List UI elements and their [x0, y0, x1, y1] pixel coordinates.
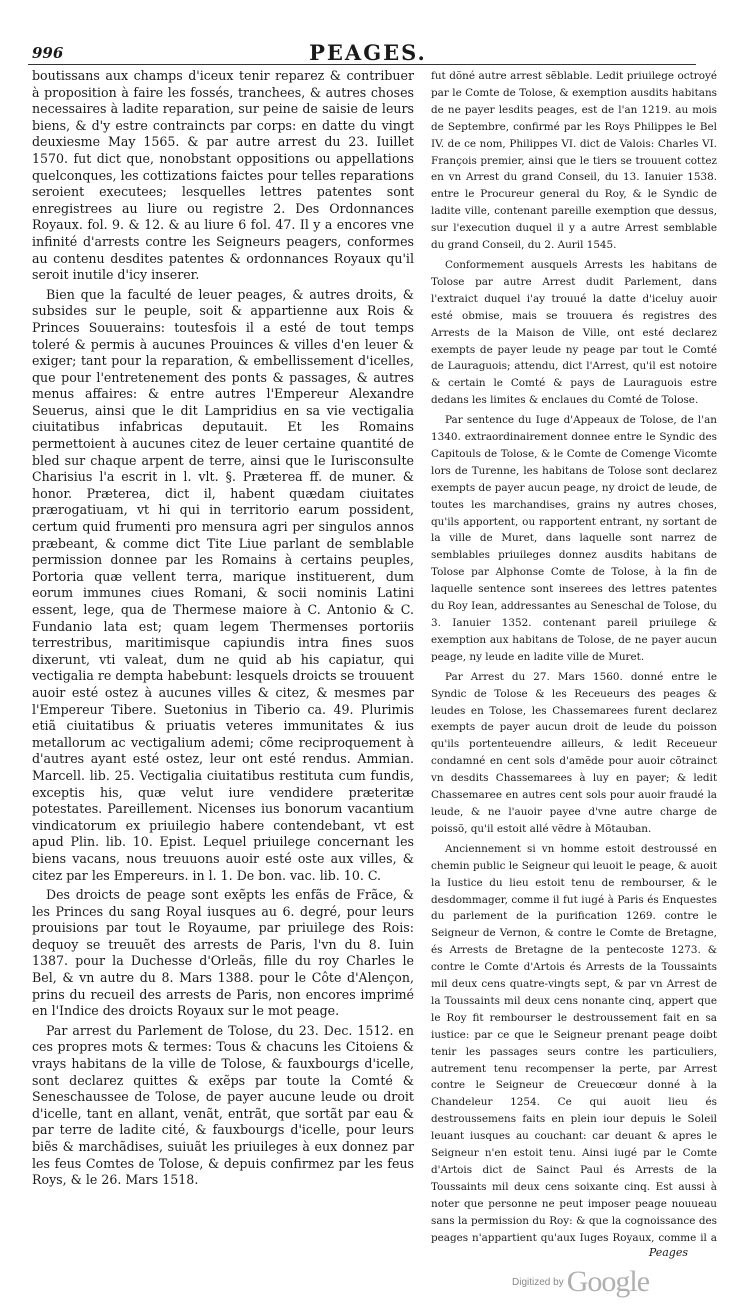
digitized-by-google-watermark [512, 1258, 649, 1306]
paragraph: Par sentence du Iuge d'Appeaux de Tolose, de l'an 1340. extraordinairement donnee entre le Syndic des Capitouls de Tolose, & le Comte de Comenge Vicomte lors de Turenne, les habitans de Tolose sont declarez exempts de payer aucun peage, ny droict de leude, de toutes les marchandises, grains ny autres choses, qu'ils apportent, ou rapportent entrant, ny sortant de la ville de Muret, dans laquelle sont narrez de semblables priuileges donnez ausdits habitans de Tolose par Alphonse Comte de Tolose, à la fin de laquelle sentence sont inserees des lettres patentes du Roy Iean, addressantes au Seneschal de Tolose, du 3. Ianuier 1352. contenant pareil priuilege & exemption aux habitans de Tolose, de ne payer aucun peage, ny leude en ladite ville de Muret. [431, 414, 717, 663]
watermark-prefix: Digitized by [512, 1276, 564, 1288]
google-logo: Google [566, 1265, 650, 1298]
paragraph: boutissans aux champs d'iceux tenir reparez & contribuer à proposition à faire les fossés, tranchees, & autres choses necessaires à ladite reparation, sur peine de saisie de leurs biens, & d'y estre contraincts par corps: en datte du vingt deuxiesme May 1565. & par autre arrest du 23. Iuillet 1570. fut dict que, nonobstant oppositions ou appellations quelconques, les cottizations faictes pour telles reparations seroient executees; lesquelles lettres patentes sont enregistrees au liure ou registre 2. Des Ordonnances Royaux. fol. 9. & 12. & au liure 6 fol. 47. Il y a encores vne infinité d'arrests contre les Seigneurs peagers, conformes au contenu desdites patentes & ordonnances Royaux qu'il seroit inutile d'icy inserer. [32, 68, 414, 283]
paragraph: Par Arrest du 27. Mars 1560. donné entre le Syndic de Tolose & les Receueurs des peages & leudes en Tolose, les Chassemarees furent declarez exempts de payer aucun droit de leude du poisson qu'ils portenteuendre ailleurs, & ledit Receueur condamné en cent sols d'amẽde pour auoir cõtrainct vn desdits Chassemarees à luy en payer; & ledit Chassemaree en autres cent sols pour auoir fraudé la leude, & ne l'auoir payee d'vne autre charge de poissõ, qu'il estoit allé vẽdre à Mõtauban. [431, 670, 717, 835]
catchword: Peages [648, 1246, 688, 1259]
header-rule [28, 64, 696, 65]
paragraph: Conformement ausquels Arrests les habitans de Tolose par autre Arrest dudit Parlement, dans l'extraict duquel i'ay trouué la datte d'iceluy auoir esté obmise, mais se trouuera és registres des Arrests de la Maison de Ville, ont esté declarez exempts de payer leude ny peage par tout le Comté de Lauraguois; attendu, dict l'Arrest, qu'il est notoire & certain le Comté & pays de Lauraguois estre dedans les limites & enclaues du Comté de Tolose. [431, 258, 717, 407]
paragraph: Par arrest du Parlement de Tolose, du 23. Dec. 1512. en ces propres mots & termes: Tous & chacuns les Citoiens & vrays habitans de la ville de Tolose, & fauxbourgs d'icelle, sont declarez quittes & exẽps par toute la Comté & Seneschaussee de Tolose, de payer aucune leude ou droit d'icelle, tant en allant, venãt, entrãt, que sortãt par eau & par terre de ladite cité, & fauxbourgs d'icelle, pour leurs biẽs & marchãdises, suiuãt les priuileges à eux donnez par les feus Comtes de Tolose, & depuis confirmez par les feus Roys, & le 26. Mars 1518. [32, 1022, 414, 1188]
paragraph: Des droicts de peage sont exẽpts les enfãs de Frãce, & les Princes du sang Royal iusques au 6. degré, pour leurs prouisions par tout le Royaume, par priuilege des Rois: dequoy se treuuẽt des arrests de Paris, l'vn du 8. Iuin 1387. pour la Duchesse d'Orleãs, fille du roy Charles le Bel, & vn autre du 8. Mars 1388. pour le Côte d'Alençon, prins du recueil des arrests de Paris, non encores imprimé en l'Indice des droicts Royaux sur le mot peage. [32, 887, 414, 1019]
paragraph: Bien que la faculté de leuer peages, & autres droits, & subsides sur le peuple, soit & appartienne aux Rois & Princes Souuerains: toutesfois il a esté de tout temps toleré & permis à aucunes Prouinces & villes d'en leuer & exiger; tant pour la reparation, & embellissement d'icelles, que pour l'entretenement des ponts & passages, & autres menus affaires: & entre autres l'Empereur Alexandre Seuerus, ainsi que le dit Lampridius en sa vie vectigalia ciuitatibus infabricas deputauit. Et les Romains permettoient à aucunes citez de leuer certaine quantité de bled sur chaque arpent de terre, ainsi que le Iurisconsulte Charisius l'a escrit in l. vlt. §. Præterea ff. de muner. & honor. Præterea, dict il, habent quædam ciuitates prærogatiuam, vt hi qui in territorio earum possident, certum quid frumenti pro mensura agri per singulos annos præbeant, & comme dict Tite Liue parlant de semblable permission donnee par les Romains à certains peuples, Portoria quæ vellent terra, marique instituerent, dum eorum immunes ciues Romani, & socii nominis Latini essent, lege, qua de Thermese maiore à C. Antonio & C. Fundanio lata est; quam legem Thermenses portoriis terrestribus, maritimisque capiundis intra fines suos dixerunt, vti valeat, dum ne quid ab his capiatur, qui vectigalia re dempta habebunt: lesquels droicts se trouuent auoir esté ostez à aucunes villes & citez, & mesmes par l'Empereur Tibere. Suetonius in Tiberio ca. 49. Plurimis etiã ciuitatibus & priuatis veteres immunitates & ius metallorum ac vectigalium ademi; cõme reciproquement à d'autres ayant esté ostez, leur ont esté rendus. Ammian. Marcell. lib. 25. Vectigalia ciuitatibus restituta cum fundis, exceptis his, quæ velut iure vendidere præteritæ potestates. Pareillement. Nicenses ius bonorum vacantium vindicatorum ex priuilegio habere contendebant, vt est apud Plin. lib. 10. Epist. Lequel priuilege concernant les biens vacans, nous treuuons auoir esté oste aux villes, & citez par les Empereurs. in l. 1. De bon. vac. lib. 10. C. [32, 286, 414, 883]
right-column [431, 68, 717, 1248]
paragraph: Anciennement si vn homme estoit destroussé en chemin public le Seigneur qui leuoit le peage, & auoit la Iustice du lieu estoit tenu de rembourser, & le desdommager, comme il fut iugé à Paris és Enquestes du parlement de la purification 1269. contre le Seigneur de Vernon, & contre le Comte de Bretagne, és Arrests de Bretagne de la pentecoste 1273. & contre le Comte d'Artois és Arrests de la Toussaints mil deux cens quatre-vingts sept, & par vn Arrest de la Toussaints mil deux cens nonante cinq, appert que le Roy fit rembourser le destroussement fait en sa iustice: par ce que le Seigneur prenant peage doibt tenir les passages seurs contre les particuliers, autrement tenu recompenser la perte, par Arrest contre le Seigneur de Creuecœur donné à la Chandeleur 1254. Ce qui auoit lieu és destroussemens faits en plein iour depuis le Soleil leuant iusques au couchant: car deuant & apres le Seigneur n'en estoit tenu. Ainsi iugé par le Comte d'Artois dict de Sainct Paul és Arrests de la Toussaints mil deux cens soixante cinq. Est aussi à noter que personne ne peut imposer peage nouueau sans la permission du Roy: & que la cognoissance des peages n'appartient qu'aux Iuges Royaux, comme il a [431, 842, 717, 1244]
left-column [32, 68, 414, 1248]
paragraph: fut dõné autre arrest sẽblable. Ledit priuilege octroyé par le Comte de Tolose, & exemption ausdits habitans de ne payer lesdits peages, est de l'an 1219. au mois de Septembre, confirmé par les Roys Philippes le Bel IV. de ce nom, Philippes VI. dict de Valois: Charles VI. François premier, ainsi que le tiers se trouuent cottez en vn Arrest du grand Conseil, du 13. Ianuier 1538. entre le Procureur general du Roy, & le Syndic de ladite ville, contenant pareille exemption que dessus, sur l'execution duquel il y a autre Arrest semblable du grand Conseil, du 2. Auril 1545. [431, 70, 717, 252]
running-head: PEAGES. [309, 40, 427, 65]
page-number: 996 [32, 44, 64, 62]
